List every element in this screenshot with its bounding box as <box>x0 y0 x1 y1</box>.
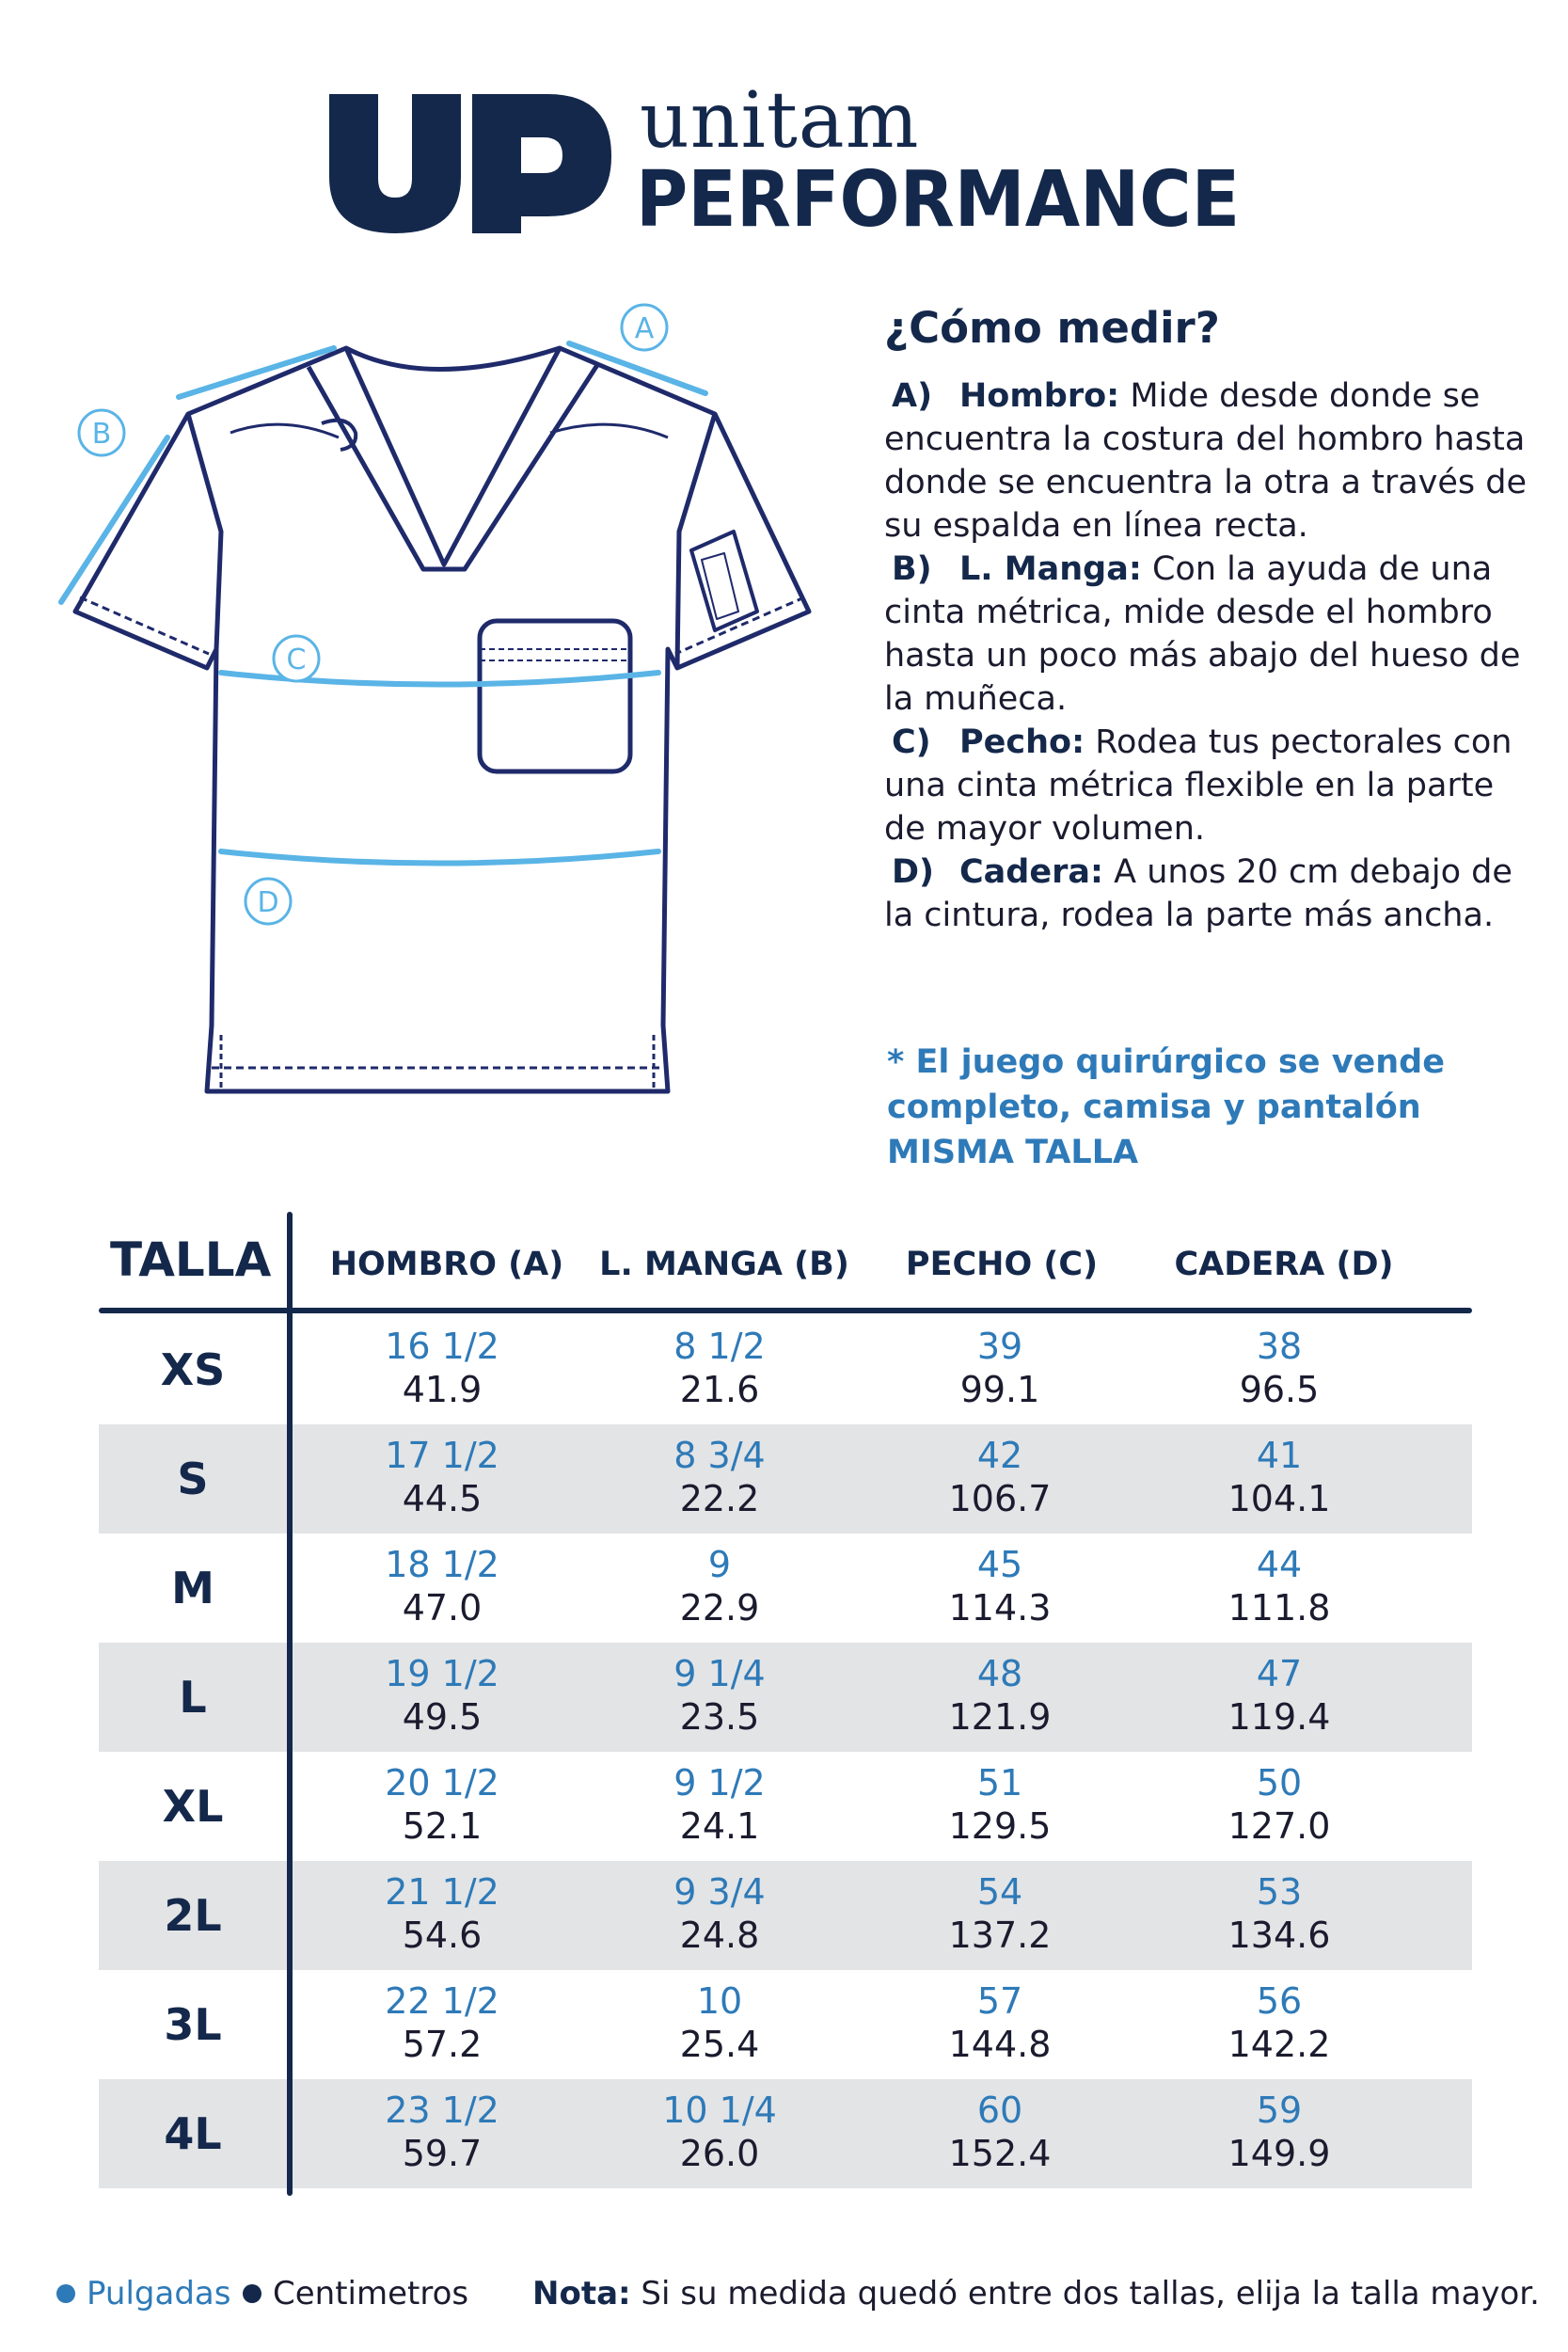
measure-item-pecho: C) Pecho: Rodea tus pectorales con una cinta métrica flexible en la parte de mayor volumen. <box>884 723 1513 848</box>
pecho-inches: 60 <box>976 2090 1023 2131</box>
pecho-inches: 48 <box>976 1653 1023 1694</box>
hombro-inches: 19 1/2 <box>385 1653 499 1694</box>
hombro-inches: 18 1/2 <box>385 1544 499 1585</box>
shirt-outline-icon <box>56 292 847 1120</box>
pecho-cell <box>859 2089 1141 2175</box>
pecho-cell <box>859 1870 1141 1957</box>
pecho-cell <box>859 1325 1141 1411</box>
hombro-cm: 59.7 <box>402 2133 483 2174</box>
manga-cell <box>578 1543 861 1629</box>
pecho-cm: 137.2 <box>948 1915 1052 1956</box>
hombro-inches: 23 1/2 <box>385 2090 499 2131</box>
size-label: M <box>171 1563 214 1613</box>
pecho-cm: 99.1 <box>959 1369 1040 1410</box>
manga-inches: 9 1/4 <box>673 1653 766 1694</box>
header-hombro: HOMBRO (A) <box>329 1246 564 1283</box>
cadera-cm: 104.1 <box>1227 1478 1331 1519</box>
scrub-top-diagram <box>56 292 847 1120</box>
header-pecho: PECHO (C) <box>905 1246 1099 1283</box>
pecho-cm: 129.5 <box>948 1805 1052 1847</box>
measure-item-hombro: A) Hombro: Mide desde donde se encuentra la costura del hombro hasta donde se encuentra la otra a través de su espalda en línea recta. <box>884 377 1528 545</box>
legend-cm: Centimetros <box>243 2275 468 2312</box>
inches-dot-icon <box>56 2284 75 2303</box>
hombro-cell <box>301 1434 583 1520</box>
label-c: C <box>286 644 307 676</box>
manga-inches: 8 3/4 <box>673 1435 766 1476</box>
cadera-inches: 53 <box>1256 1871 1303 1913</box>
size-label: 3L <box>164 1999 222 2050</box>
header-talla: TALLA <box>110 1232 272 1287</box>
manga-cell <box>578 1434 861 1520</box>
hombro-cm: 49.5 <box>402 1696 483 1738</box>
manga-cell <box>578 1761 861 1848</box>
manga-inches: 10 <box>696 1980 743 2022</box>
hombro-cm: 52.1 <box>402 1805 483 1847</box>
pecho-cell <box>859 1543 1141 1629</box>
hombro-cell <box>301 2089 583 2175</box>
footer-note: Nota: Si su medida quedó entre dos tallas, elija la talla mayor. <box>532 2275 1540 2312</box>
measure-item-manga: B) L. Manga: Con la ayuda de una cinta métrica, mide desde el hombro hasta un poco más abajo del hueso de la muñeca. <box>884 550 1521 718</box>
hombro-cell <box>301 1761 583 1848</box>
header-cadera: CADERA (D) <box>1174 1246 1394 1283</box>
cadera-inches: 41 <box>1256 1435 1303 1476</box>
cadera-inches: 44 <box>1256 1544 1303 1585</box>
pecho-inches: 39 <box>976 1326 1023 1367</box>
table-row <box>99 1861 1472 1970</box>
header-divider <box>99 1308 1472 1313</box>
hombro-cell <box>301 1870 583 1957</box>
size-label: S <box>177 1454 209 1504</box>
pecho-inches: 51 <box>976 1762 1023 1804</box>
manga-cm: 21.6 <box>679 1369 760 1410</box>
pecho-cell <box>859 1761 1141 1848</box>
table-row <box>99 2079 1472 2188</box>
manga-cell <box>578 1979 861 2066</box>
manga-inches: 9 3/4 <box>673 1871 766 1913</box>
manga-cm: 26.0 <box>679 2133 760 2174</box>
size-label: XS <box>160 1344 226 1395</box>
table-header <box>99 1214 1472 1308</box>
cadera-inches: 38 <box>1256 1326 1303 1367</box>
cadera-cell <box>1138 1761 1420 1848</box>
manga-cm: 22.2 <box>679 1478 760 1519</box>
size-label: 4L <box>164 2108 222 2159</box>
legend-inches: Pulgadas <box>56 2275 230 2312</box>
manga-inches: 9 <box>707 1544 732 1585</box>
cadera-cell <box>1138 2089 1420 2175</box>
hombro-cm: 47.0 <box>402 1587 483 1629</box>
cadera-cell <box>1138 1870 1420 1957</box>
manga-cell <box>578 1325 861 1411</box>
how-to-measure-list <box>884 374 1543 937</box>
cadera-cell <box>1138 1325 1420 1411</box>
pecho-inches: 45 <box>976 1544 1023 1585</box>
pecho-cell <box>859 1652 1141 1739</box>
cadera-cm: 111.8 <box>1227 1587 1331 1629</box>
size-label: XL <box>162 1781 224 1832</box>
hombro-inches: 22 1/2 <box>385 1980 499 2022</box>
table-row <box>99 1534 1472 1643</box>
cadera-inches: 56 <box>1256 1980 1303 2022</box>
cadera-cell <box>1138 1652 1420 1739</box>
table-row <box>99 1643 1472 1752</box>
brand-name-line2: PERFORMANCE <box>636 155 1241 245</box>
manga-cell <box>578 1870 861 1957</box>
set-note: * El juego quirúrgico se vende completo, camisa y pantalón MISMA TALLA <box>887 1043 1445 1171</box>
hombro-cell <box>301 1979 583 2066</box>
cadera-cm: 149.9 <box>1227 2133 1331 2174</box>
hombro-inches: 20 1/2 <box>385 1762 499 1804</box>
up-monogram-icon <box>329 66 630 235</box>
cadera-cm: 127.0 <box>1227 1805 1331 1847</box>
cadera-cm: 119.4 <box>1227 1696 1331 1738</box>
manga-inches: 9 1/2 <box>673 1762 766 1804</box>
cm-dot-icon <box>243 2284 261 2303</box>
hombro-cell <box>301 1543 583 1629</box>
table-row <box>99 1424 1472 1534</box>
cadera-cm: 142.2 <box>1227 2024 1331 2065</box>
hombro-cm: 44.5 <box>402 1478 483 1519</box>
manga-cm: 24.1 <box>679 1805 760 1847</box>
pecho-cell <box>859 1434 1141 1520</box>
label-a: A <box>634 312 655 345</box>
pecho-cm: 106.7 <box>948 1478 1052 1519</box>
pecho-cell <box>859 1979 1141 2066</box>
hombro-cell <box>301 1652 583 1739</box>
label-b: B <box>91 418 112 451</box>
manga-inches: 10 1/4 <box>662 2090 777 2131</box>
measure-item-cadera: D) Cadera: A unos 20 cm debajo de la cintura, rodea la parte más ancha. <box>884 853 1513 934</box>
pecho-inches: 57 <box>976 1980 1023 2022</box>
cadera-inches: 50 <box>1256 1762 1303 1804</box>
cadera-cell <box>1138 1434 1420 1520</box>
size-label: L <box>179 1672 207 1723</box>
cadera-cm: 96.5 <box>1239 1369 1320 1410</box>
pecho-cm: 114.3 <box>948 1587 1052 1629</box>
hombro-cm: 57.2 <box>402 2024 483 2065</box>
hombro-cell <box>301 1325 583 1411</box>
cadera-cell <box>1138 1979 1420 2066</box>
manga-inches: 8 1/2 <box>673 1326 766 1367</box>
label-d: D <box>257 886 279 919</box>
hombro-inches: 17 1/2 <box>385 1435 499 1476</box>
manga-cell <box>578 2089 861 2175</box>
pecho-inches: 54 <box>976 1871 1023 1913</box>
cadera-cm: 134.6 <box>1227 1915 1331 1956</box>
how-to-measure-title: ¿Cómo medir? <box>884 303 1220 353</box>
pecho-cm: 144.8 <box>948 2024 1052 2065</box>
hombro-inches: 16 1/2 <box>385 1326 499 1367</box>
size-label: 2L <box>164 1890 222 1941</box>
pecho-inches: 42 <box>976 1435 1023 1476</box>
column-divider <box>287 1212 293 2196</box>
manga-cm: 23.5 <box>679 1696 760 1738</box>
manga-cm: 25.4 <box>679 2024 760 2065</box>
pecho-cm: 121.9 <box>948 1696 1052 1738</box>
manga-cm: 22.9 <box>679 1587 760 1629</box>
manga-cm: 24.8 <box>679 1915 760 1956</box>
cadera-inches: 47 <box>1256 1653 1303 1694</box>
table-row <box>99 1752 1472 1861</box>
manga-cell <box>578 1652 861 1739</box>
table-row <box>99 1315 1472 1424</box>
hombro-cm: 54.6 <box>402 1915 483 1956</box>
brand-name-line1: unitam <box>640 76 920 166</box>
hombro-cm: 41.9 <box>402 1369 483 1410</box>
hombro-inches: 21 1/2 <box>385 1871 499 1913</box>
cadera-cell <box>1138 1543 1420 1629</box>
table-row <box>99 1970 1472 2079</box>
pecho-cm: 152.4 <box>948 2133 1052 2174</box>
header-manga: L. MANGA (B) <box>599 1246 849 1283</box>
cadera-inches: 59 <box>1256 2090 1303 2131</box>
